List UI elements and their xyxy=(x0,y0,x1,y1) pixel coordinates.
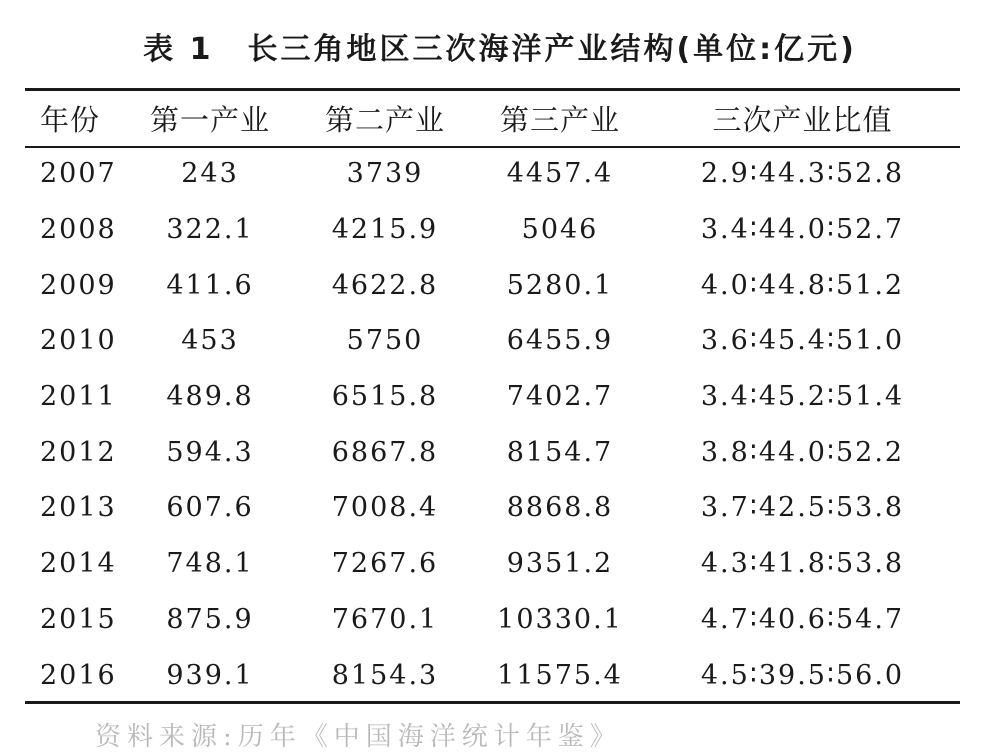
cell-primary: 939.1 xyxy=(166,659,254,691)
table-row xyxy=(25,480,960,536)
cell-year: 2014 xyxy=(40,548,117,580)
cell-secondary: 7670.1 xyxy=(331,603,439,635)
table-title: 长三角地区三次海洋产业结构(单位:亿元) xyxy=(247,32,857,67)
table-row xyxy=(25,146,960,202)
table-row xyxy=(25,647,960,703)
table-row xyxy=(25,424,960,480)
table-number: 表 1 xyxy=(143,32,214,67)
cell-secondary: 6515.8 xyxy=(331,381,439,413)
cell-year: 2016 xyxy=(40,659,117,691)
cell-ratio: 4.0∶44.8∶51.2 xyxy=(700,269,905,301)
cell-secondary: 5750 xyxy=(346,325,424,357)
table-row xyxy=(25,536,960,592)
cell-primary: 489.8 xyxy=(166,381,254,413)
cell-tertiary: 8868.8 xyxy=(506,492,614,524)
cell-secondary: 7267.6 xyxy=(331,548,439,580)
cell-primary: 453 xyxy=(181,325,239,357)
header-tertiary-industry: 第三产业 xyxy=(499,103,620,137)
cell-tertiary: 5046 xyxy=(521,214,599,246)
cell-tertiary: 4457.4 xyxy=(506,158,614,190)
data-table xyxy=(25,91,960,703)
cell-year: 2007 xyxy=(40,158,117,190)
header-primary-industry: 第一产业 xyxy=(149,103,270,137)
cell-year: 2008 xyxy=(40,214,117,246)
cell-tertiary: 6455.9 xyxy=(506,325,614,357)
table-row xyxy=(25,592,960,648)
cell-secondary: 8154.3 xyxy=(331,659,439,691)
cell-tertiary: 8154.7 xyxy=(506,436,614,468)
cell-tertiary: 5280.1 xyxy=(506,269,614,301)
cell-year: 2011 xyxy=(40,381,117,413)
cell-secondary: 6867.8 xyxy=(331,436,439,468)
cell-ratio: 2.9∶44.3∶52.8 xyxy=(700,158,905,190)
table-caption xyxy=(0,24,1000,68)
cell-ratio: 3.4∶44.0∶52.7 xyxy=(700,214,905,246)
cell-primary: 411.6 xyxy=(166,269,254,301)
cell-primary: 322.1 xyxy=(166,214,254,246)
cell-ratio: 4.7∶40.6∶54.7 xyxy=(700,603,905,635)
cell-ratio: 3.4∶45.2∶51.4 xyxy=(700,381,905,413)
header-industry-ratio: 三次产业比值 xyxy=(712,103,893,137)
cell-ratio: 4.3∶41.8∶53.8 xyxy=(700,548,905,580)
cell-ratio: 3.8∶44.0∶52.2 xyxy=(700,436,905,468)
header-secondary-industry: 第二产业 xyxy=(324,103,445,137)
cell-secondary: 4622.8 xyxy=(331,269,439,301)
cell-secondary: 4215.9 xyxy=(331,214,439,246)
cell-ratio: 3.6∶45.4∶51.0 xyxy=(700,325,905,357)
cell-primary: 875.9 xyxy=(166,603,254,635)
header-year: 年份 xyxy=(40,103,101,137)
cell-secondary: 7008.4 xyxy=(331,492,439,524)
table-row xyxy=(25,202,960,258)
cell-tertiary: 9351.2 xyxy=(506,548,614,580)
cell-primary: 594.3 xyxy=(166,436,254,468)
cell-primary: 748.1 xyxy=(166,548,254,580)
cell-ratio: 3.7∶42.5∶53.8 xyxy=(700,492,905,524)
cell-primary: 243 xyxy=(181,158,239,190)
table-row xyxy=(25,369,960,425)
table-row xyxy=(25,257,960,313)
source-footnote: 资料来源:历年《中国海洋统计年鉴》 xyxy=(95,722,622,752)
cell-primary: 607.6 xyxy=(166,492,254,524)
cell-year: 2015 xyxy=(40,603,117,635)
cell-secondary: 3739 xyxy=(346,158,424,190)
cell-year: 2009 xyxy=(40,269,117,301)
cell-year: 2013 xyxy=(40,492,117,524)
table-row xyxy=(25,313,960,369)
cell-year: 2010 xyxy=(40,325,117,357)
cell-tertiary: 7402.7 xyxy=(506,381,614,413)
cell-year: 2012 xyxy=(40,436,117,468)
table-header-row xyxy=(25,91,960,146)
cell-tertiary: 11575.4 xyxy=(497,659,623,691)
cell-tertiary: 10330.1 xyxy=(497,603,623,635)
cell-ratio: 4.5∶39.5∶56.0 xyxy=(700,659,905,691)
